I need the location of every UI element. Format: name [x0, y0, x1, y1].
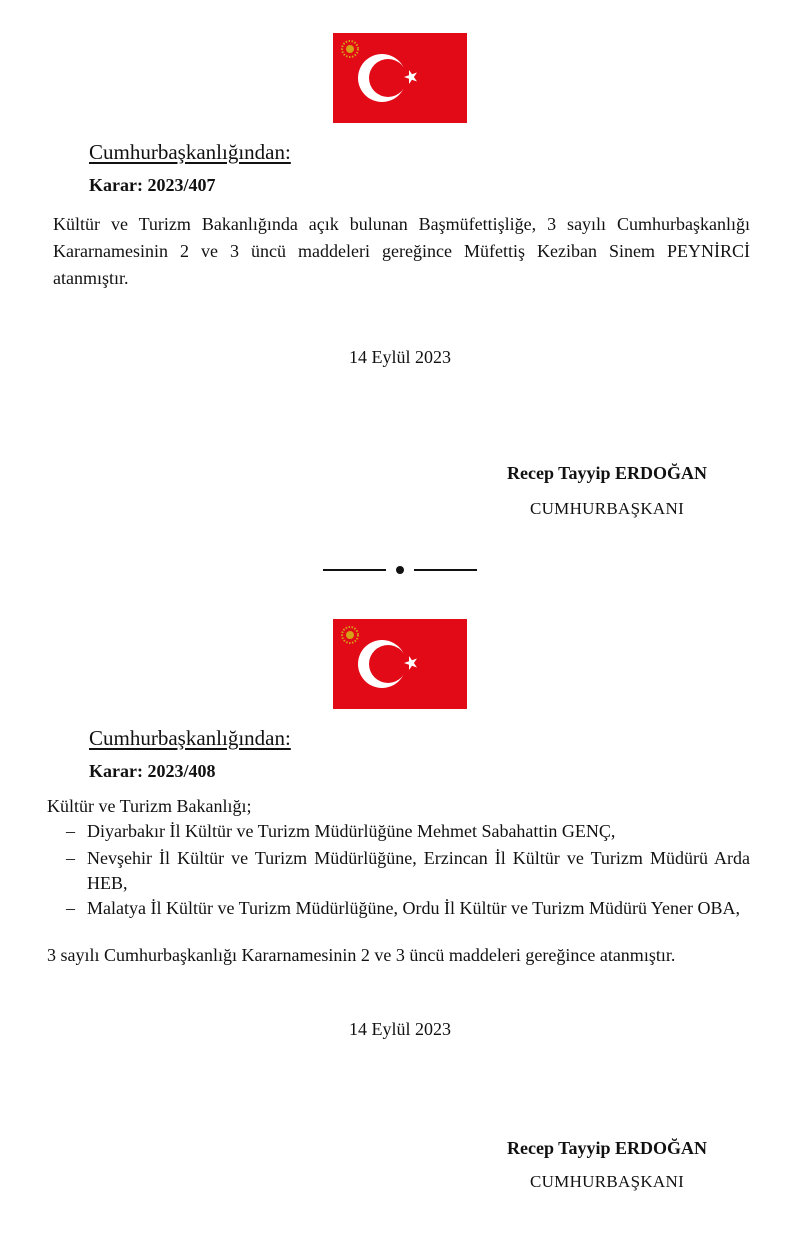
separator-line-right	[414, 569, 477, 571]
separator-line-left	[323, 569, 386, 571]
turkish-flag-emblem	[333, 619, 467, 709]
decision-date: 14 Eylül 2023	[349, 1019, 451, 1039]
section-separator	[323, 560, 477, 580]
list-bullet: –	[66, 848, 75, 868]
decision-body: Kültür ve Turizm Bakanlığında açık bulunan Başmüfettişliğe, 3 sayılı Cumhurbaşkanlığı Kararnamesinin 2 ve 3 üncü maddeleri gereğince Müfettiş Keziban Sinem PEYNİRCİ atanmıştır.	[53, 214, 750, 288]
list-item	[66, 819, 750, 844]
separator-dot	[396, 566, 404, 574]
decision-source: Cumhurbaşkanlığından:	[89, 726, 291, 750]
decision-number: Karar: 2023/408	[89, 761, 216, 781]
decision-date: 14 Eylül 2023	[349, 347, 451, 367]
list-bullet: –	[66, 898, 75, 918]
decision-closing: 3 sayılı Cumhurbaşkanlığı Kararnamesinin 2 ve 3 üncü maddeleri gereğince atanmıştır.	[47, 945, 676, 965]
turkish-flag-emblem	[333, 33, 467, 123]
signer-name: Recep Tayyip ERDOĞAN	[506, 1138, 708, 1158]
list-bullet: –	[66, 821, 75, 841]
signer-title: CUMHURBAŞKANI	[529, 499, 685, 518]
decision-source: Cumhurbaşkanlığından:	[89, 140, 291, 164]
list-item-text: Nevşehir İl Kültür ve Turizm Müdürlüğüne, Erzincan İl Kültür ve Turizm Müdürü Arda HEB,	[87, 848, 750, 893]
signer-title: CUMHURBAŞKANI	[529, 1172, 685, 1191]
decision-number: Karar: 2023/407	[89, 175, 216, 195]
decision-intro: Kültür ve Turizm Bakanlığı;	[47, 796, 252, 816]
list-item-text: Malatya İl Kültür ve Turizm Müdürlüğüne, Ordu İl Kültür ve Turizm Müdürü Yener OBA,	[87, 898, 740, 918]
list-item-text: Diyarbakır İl Kültür ve Turizm Müdürlüğüne Mehmet Sabahattin GENÇ,	[87, 821, 616, 841]
list-item	[66, 846, 750, 896]
list-item	[66, 896, 750, 921]
signer-name: Recep Tayyip ERDOĞAN	[506, 463, 708, 483]
